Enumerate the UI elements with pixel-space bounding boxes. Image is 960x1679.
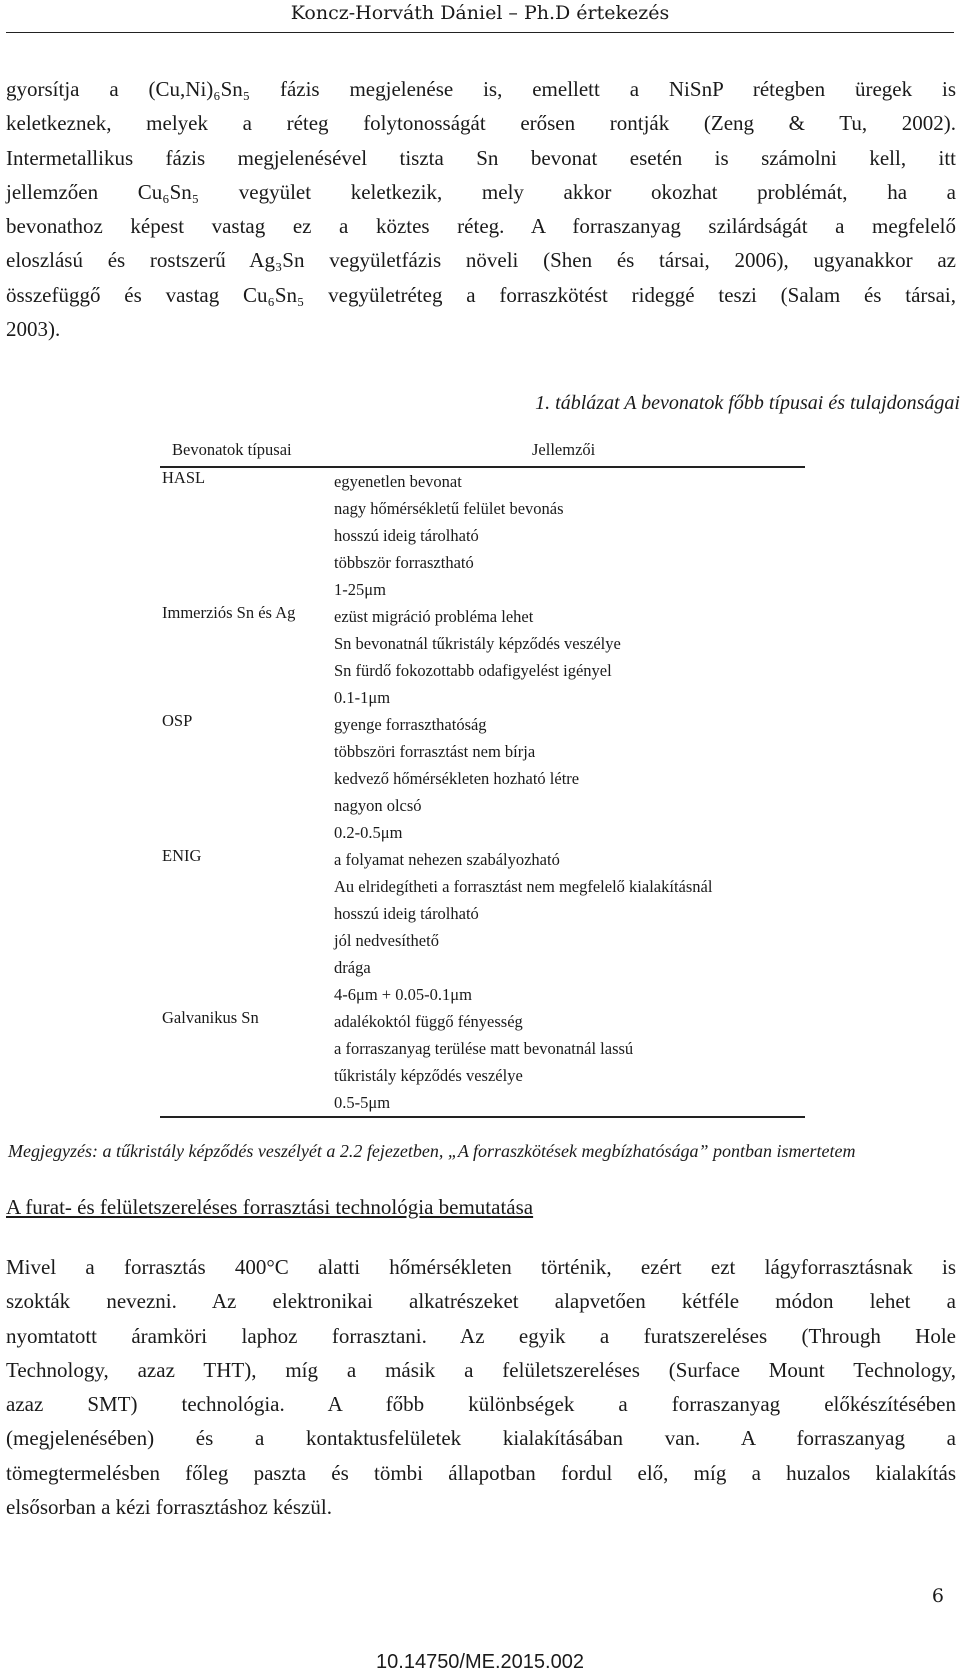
- coating-type-cell: HASL: [162, 468, 206, 487]
- property-item: hosszú ideig tárolható: [334, 904, 479, 923]
- coating-type-cell: Galvanikus Sn: [162, 1008, 259, 1027]
- running-header: Koncz-Horváth Dániel – Ph.D értekezés: [290, 2, 670, 24]
- properties-cell: [334, 603, 805, 711]
- property-item: a forraszanyag terülése matt bevonatnál lassú: [334, 1039, 634, 1058]
- table-row: [160, 603, 805, 711]
- paragraph-line: (megjelenésében) és a kontaktusfelületek kialakításában van. A forraszanyag a: [6, 1426, 956, 1451]
- property-item: gyenge forraszthatóság: [334, 715, 487, 734]
- paragraph-line: jellemzően Cu₆Sn₅ vegyület keletkezik, mely akkor okozhat problémát, ha a: [6, 179, 956, 204]
- property-item: a folyamat nehezen szabályozható: [334, 850, 560, 869]
- paragraph-line: keletkeznek, melyek a réteg folytonosságát erősen rontják (Zeng & Tu, 2002).: [6, 111, 956, 136]
- header-divider: [6, 32, 954, 33]
- coatings-table: [160, 438, 805, 1118]
- section-title: A furat- és felületszereléses forrasztási technológia bemutatása: [6, 1195, 534, 1219]
- table-body: [160, 468, 805, 1118]
- property-item: adalékoktól függő fényesség: [334, 1012, 523, 1031]
- paragraph-line: 2003).: [6, 317, 61, 342]
- paragraph-line: összefüggő és vastag Cu₆Sn₅ vegyületréteg a forraszkötést rideggé teszi (Salam és társai,: [6, 282, 956, 307]
- paragraph-line: azaz SMT) technológia. A főbb különbségek a forraszanyag előkészítésében: [6, 1392, 956, 1417]
- properties-cell: [334, 711, 805, 846]
- table-header-row: [160, 438, 805, 468]
- property-item: 1-25μm: [334, 580, 386, 599]
- property-item: egyenetlen bevonat: [334, 472, 462, 491]
- property-item: többször forrasztható: [334, 553, 474, 572]
- property-item: 4-6μm + 0.05-0.1μm: [334, 985, 472, 1004]
- paragraph-line: tömegtermelésben főleg paszta és tömbi állapotban fordul elő, míg a huzalos kialakítás: [6, 1460, 956, 1485]
- paragraph-line: elsősorban a kézi forrasztáshoz készül.: [6, 1495, 332, 1520]
- header-coating-types: Bevonatok típusai: [172, 440, 292, 459]
- paragraph-line: Intermetallikus fázis megjelenésével tiszta Sn bevonat esetén is számolni kell, itt: [6, 145, 956, 170]
- property-item: kedvező hőmérsékleten hozható létre: [334, 769, 580, 788]
- paragraph-line: bevonathoz képest vastag ez a köztes réteg. A forraszanyag szilárdságát a megfelelő: [6, 214, 956, 239]
- paragraph-line: nyomtatott áramköri laphoz forrasztani. Az egyik a furatszereléses (Through Hole: [6, 1323, 956, 1348]
- table-row: [160, 468, 805, 603]
- page-number: 6: [931, 1585, 944, 1607]
- coating-type-cell: Immerziós Sn és Ag: [162, 603, 296, 622]
- doi-footer: 10.14750/ME.2015.002: [376, 1651, 584, 1673]
- table-row: [160, 846, 805, 1008]
- properties-cell: [334, 1008, 805, 1116]
- property-item: hosszú ideig tárolható: [334, 526, 479, 545]
- property-item: Sn bevonatnál tűkristály képződés veszélye: [334, 634, 621, 653]
- paragraph-line: szokták nevezni. Az elektronikai alkatrészeket alapvetően kétféle módon lehet a: [6, 1289, 956, 1314]
- property-item: többszöri forrasztást nem bírja: [334, 742, 536, 761]
- coating-type-cell: OSP: [162, 711, 193, 730]
- paragraph-line: Mivel a forrasztás 400°C alatti hőmérsékleten történik, ezért ezt lágyforrasztásnak is: [6, 1255, 956, 1279]
- table-caption: 1. táblázat A bevonatok főbb típusai és tulajdonságai: [535, 392, 960, 414]
- property-item: Au elridegítheti a forrasztást nem megfelelő kialakításnál: [334, 877, 713, 896]
- properties-cell: [334, 846, 805, 1008]
- paragraph-line: gyorsítja a (Cu,Ni)₆Sn₅ fázis megjelenése is, emellett a NiSnP rétegben üregek is: [6, 77, 956, 101]
- table-row: [160, 1008, 805, 1116]
- header-properties: Jellemzői: [532, 440, 596, 459]
- property-item: 0.5-5μm: [334, 1093, 391, 1112]
- property-item: 0.2-0.5μm: [334, 823, 403, 842]
- paragraph-line: eloszlású és rostszerű Ag₃Sn vegyületfázis növeli (Shen és társai, 2006), ugyanakkor az: [6, 248, 956, 273]
- properties-cell: [334, 468, 805, 603]
- property-item: nagyon olcsó: [334, 796, 422, 815]
- property-item: drága: [334, 958, 371, 977]
- table-row: [160, 711, 805, 846]
- property-item: tűkristály képződés veszélye: [334, 1066, 523, 1085]
- property-item: jól nedvesíthető: [334, 931, 439, 950]
- property-item: nagy hőmérsékletű felület bevonás: [334, 499, 564, 518]
- paragraph-line: Technology, azaz THT), míg a másik a felületszereléses (Surface Mount Technology,: [6, 1357, 956, 1382]
- paragraph-soldering-technology: [6, 1250, 956, 1524]
- paragraph-intermetallic: [6, 72, 956, 346]
- coating-type-cell: ENIG: [162, 846, 202, 865]
- property-item: 0.1-1μm: [334, 688, 391, 707]
- table-note: Megjegyzés: a tűkristály képződés veszélyét a 2.2 fejezetben, „A forraszkötések megbízhatósága” pontban ismertetem: [8, 1141, 856, 1161]
- property-item: Sn fürdő fokozottabb odafigyelést igényel: [334, 661, 612, 680]
- property-item: ezüst migráció probléma lehet: [334, 607, 534, 626]
